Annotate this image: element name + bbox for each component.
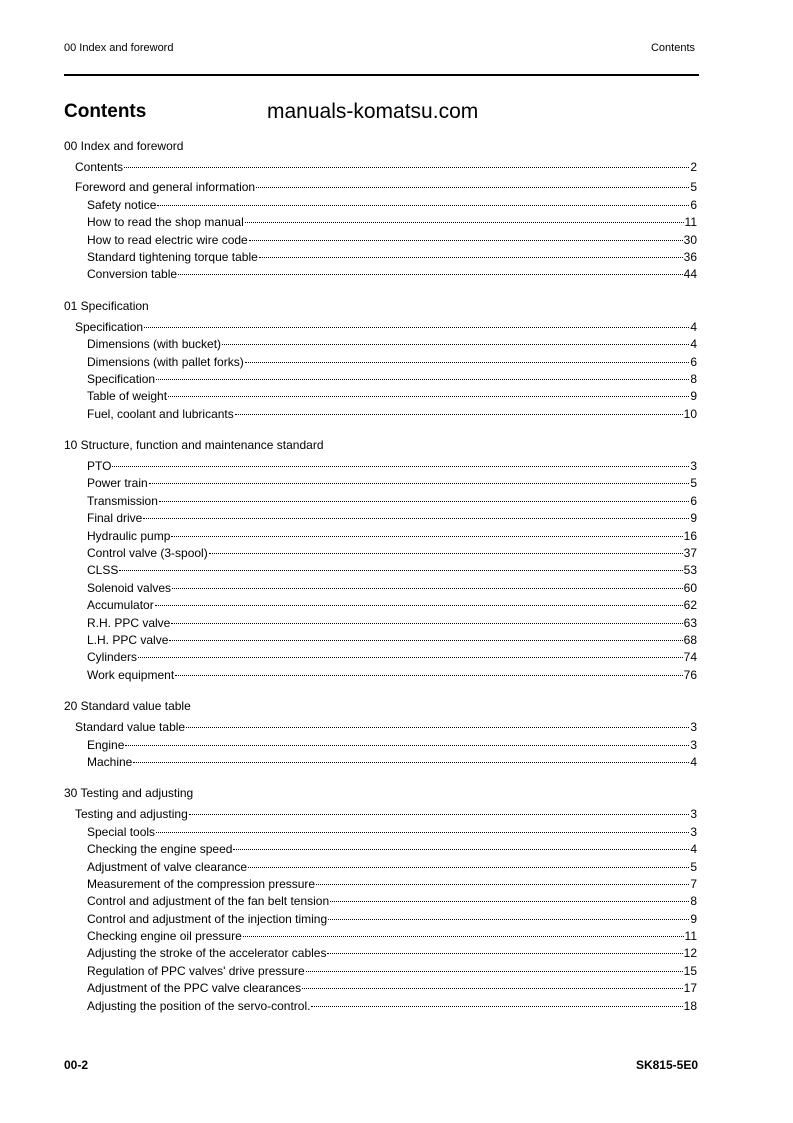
- dot-leader: [156, 832, 689, 833]
- toc-section: [64, 437, 697, 684]
- toc-section: [64, 785, 697, 1015]
- dot-leader: [172, 588, 683, 589]
- toc-entry-page: 3: [690, 824, 697, 839]
- toc-entry[interactable]: [64, 266, 697, 283]
- dot-leader: [189, 814, 690, 815]
- toc-entry-page: 44: [683, 267, 697, 282]
- dot-leader: [159, 501, 689, 502]
- toc-section-heading: 30 Testing and adjusting: [64, 786, 194, 801]
- toc-entry-label: PTO: [87, 459, 112, 474]
- dot-leader: [155, 605, 683, 606]
- toc-entry-label: Checking engine oil pressure: [87, 929, 242, 944]
- toc-entry[interactable]: [64, 388, 697, 405]
- toc-entry[interactable]: [64, 824, 697, 841]
- dot-leader: [245, 362, 690, 363]
- toc-entry[interactable]: [64, 354, 697, 371]
- toc-entry-label: Accumulator: [87, 598, 154, 613]
- toc-entry-page: 18: [683, 998, 697, 1013]
- dot-leader: [235, 414, 683, 415]
- dot-leader: [316, 884, 689, 885]
- dot-leader: [149, 483, 690, 484]
- toc-entry[interactable]: [64, 597, 697, 614]
- toc-section: [64, 138, 697, 284]
- page-number: 00-2: [64, 1058, 89, 1072]
- toc-entry-label: Hydraulic pump: [87, 528, 171, 543]
- toc-entry[interactable]: [64, 562, 697, 579]
- toc-entry-page: 60: [683, 580, 697, 595]
- dot-leader: [248, 867, 689, 868]
- toc-entry[interactable]: [64, 580, 697, 597]
- watermark: manuals-komatsu.com: [267, 100, 479, 123]
- toc-entry[interactable]: [64, 649, 697, 666]
- toc-entry-label: Special tools: [87, 824, 156, 839]
- toc-entry[interactable]: [64, 545, 697, 562]
- dot-leader: [119, 570, 682, 571]
- dot-leader: [330, 901, 689, 902]
- toc-entry-page: 7: [690, 876, 697, 891]
- toc-entry-page: 9: [690, 389, 697, 404]
- toc-entry-label: Cylinders: [87, 650, 138, 665]
- toc-entry-label: Adjustment of the PPC valve clearances: [87, 981, 302, 996]
- toc-entry-page: 63: [683, 615, 697, 630]
- dot-leader: [256, 187, 689, 188]
- toc-entry-page: 76: [683, 667, 697, 682]
- toc-entry-page: 4: [690, 842, 697, 857]
- toc-entry[interactable]: [64, 719, 697, 736]
- toc-entry-page: 30: [683, 232, 697, 247]
- toc-entry[interactable]: [64, 876, 697, 893]
- dot-leader: [171, 536, 682, 537]
- dot-leader: [259, 257, 683, 258]
- toc-entry-label: Adjusting the position of the servo-control.: [87, 998, 311, 1013]
- toc-entry-page: 3: [690, 720, 697, 735]
- toc-entry-label: Power train: [87, 476, 148, 491]
- toc-entry-page: 12: [683, 946, 697, 961]
- dot-leader: [328, 919, 689, 920]
- toc-entry-page: 6: [690, 197, 697, 212]
- toc-entry-page: 68: [683, 632, 697, 647]
- toc-entry[interactable]: [64, 249, 697, 266]
- toc-section: [64, 698, 697, 771]
- dot-leader: [178, 274, 683, 275]
- toc-entry[interactable]: [64, 179, 697, 196]
- document-code: SK815-5E0: [635, 1058, 698, 1072]
- toc-entry[interactable]: [64, 632, 697, 649]
- toc-entry-page: 62: [683, 598, 697, 613]
- toc-entry-label: Specification: [87, 371, 156, 386]
- toc-entry-label: Measurement of the compression pressure: [87, 876, 316, 891]
- dot-leader: [209, 553, 683, 554]
- dot-leader: [175, 675, 682, 676]
- dot-leader: [125, 745, 689, 746]
- toc-entry[interactable]: [64, 928, 697, 945]
- toc-entry[interactable]: [64, 214, 697, 231]
- dot-leader: [222, 344, 689, 345]
- dot-leader: [156, 379, 689, 380]
- toc-entry[interactable]: [64, 528, 697, 545]
- toc-entry-label: Safety notice: [87, 197, 157, 212]
- toc-section-heading: 00 Index and foreword: [64, 139, 184, 153]
- toc-entry[interactable]: [64, 737, 697, 754]
- toc-entry-label: Regulation of PPC valves' drive pressure: [87, 963, 305, 978]
- toc-entry-label: Contents: [75, 160, 124, 174]
- toc-entry[interactable]: [64, 998, 697, 1015]
- dot-leader: [245, 222, 684, 223]
- dot-leader: [124, 167, 689, 168]
- toc-entry-page: 36: [683, 249, 697, 264]
- toc-entry[interactable]: [64, 893, 697, 910]
- toc-entry[interactable]: [64, 475, 697, 492]
- toc-entry-label: Foreword and general information: [75, 180, 256, 195]
- dot-leader: [144, 327, 689, 328]
- toc-entry-page: 4: [690, 319, 697, 334]
- toc-entry-page: 5: [690, 180, 697, 195]
- toc-entry-page: 15: [683, 963, 697, 978]
- dot-leader: [133, 762, 689, 763]
- toc-entry-page: 53: [683, 563, 697, 578]
- toc-entry-label: How to read electric wire code: [87, 232, 248, 247]
- toc-entry-label: Dimensions (with bucket): [87, 337, 222, 352]
- toc-entry-label: How to read the shop manual: [87, 215, 244, 230]
- toc-entry-page: 11: [684, 929, 697, 944]
- toc-entry-label: R.H. PPC valve: [87, 615, 171, 630]
- toc-entry-label: Table of weight: [87, 389, 168, 404]
- toc-entry-label: Control valve (3-spool): [87, 546, 208, 561]
- toc-entry[interactable]: [64, 980, 697, 997]
- running-header-title: Contents: [650, 42, 695, 54]
- dot-leader: [306, 971, 683, 972]
- toc-entry[interactable]: [64, 406, 697, 423]
- toc-entry-label: Dimensions (with pallet forks): [87, 354, 244, 369]
- toc-entry-page: 74: [683, 650, 697, 665]
- toc-entry-label: Specification: [75, 319, 144, 334]
- toc-entry-page: 5: [690, 859, 697, 874]
- toc-entry-page: 5: [690, 476, 697, 491]
- toc-entry-label: Standard tightening torque table: [87, 249, 258, 264]
- toc-entry[interactable]: [64, 319, 697, 336]
- toc-entry-page: 6: [690, 354, 697, 369]
- toc-entry-page: 3: [690, 459, 697, 474]
- toc-entry-page: 4: [690, 754, 697, 769]
- toc-entry-page: 17: [683, 981, 697, 996]
- toc-entry[interactable]: [64, 859, 697, 876]
- toc-entry-label: Control and adjustment of the fan belt tension: [87, 894, 330, 909]
- toc-entry[interactable]: [64, 945, 697, 962]
- toc-entry-label: Adjustment of valve clearance: [87, 859, 248, 874]
- toc-entry[interactable]: [64, 159, 697, 176]
- dot-leader: [143, 518, 689, 519]
- toc-entry-label: Conversion table: [87, 267, 178, 282]
- toc-entry-label: Adjusting the stroke of the accelerator cables: [87, 946, 327, 961]
- toc-section-heading: 10 Structure, function and maintenance standard: [64, 438, 324, 453]
- running-header-section: 00 Index and foreword: [64, 42, 174, 54]
- dot-leader: [186, 727, 689, 728]
- dot-leader: [327, 953, 682, 954]
- toc-entry-page: 6: [690, 493, 697, 508]
- toc-entry-page: 4: [690, 337, 697, 352]
- toc-entry-label: Standard value table: [75, 720, 186, 735]
- toc-entry-page: 9: [690, 911, 697, 926]
- toc-entry-label: Solenoid valves: [87, 580, 172, 595]
- dot-leader: [169, 640, 682, 641]
- dot-leader: [243, 936, 684, 937]
- toc-entry-label: Final drive: [87, 511, 143, 526]
- toc-entry[interactable]: [64, 510, 697, 527]
- toc-entry[interactable]: [64, 806, 697, 823]
- dot-leader: [311, 1006, 682, 1007]
- toc-entry[interactable]: [64, 493, 697, 510]
- toc-section-heading: 01 Specification: [64, 298, 149, 313]
- toc-entry[interactable]: [64, 371, 697, 388]
- toc-entry[interactable]: [64, 911, 697, 928]
- toc-entry[interactable]: [64, 841, 697, 858]
- toc-entry-page: 37: [683, 546, 697, 561]
- toc-entry-page: 8: [690, 894, 697, 909]
- toc-entry-label: Control and adjustment of the injection timing: [87, 911, 328, 926]
- toc-entry-page: 8: [690, 371, 697, 386]
- toc-entry[interactable]: [64, 615, 697, 632]
- dot-leader: [157, 205, 689, 206]
- toc-entry-page: 3: [690, 807, 697, 822]
- dot-leader: [302, 988, 683, 989]
- dot-leader: [249, 240, 683, 241]
- toc-entry-page: 9: [690, 511, 697, 526]
- dot-leader: [168, 396, 689, 397]
- header-rule: [64, 74, 699, 76]
- toc-entry-label: Checking the engine speed: [87, 842, 233, 857]
- dot-leader: [112, 466, 689, 467]
- toc-entry-label: Fuel, coolant and lubricants: [87, 406, 234, 421]
- toc-entry[interactable]: [64, 336, 697, 353]
- toc-entry-label: L.H. PPC valve: [87, 632, 169, 647]
- toc-section: [64, 298, 697, 423]
- toc-entry[interactable]: [64, 667, 697, 684]
- toc-entry-page: 16: [683, 528, 697, 543]
- table-of-contents: [64, 138, 697, 1029]
- page-title: Contents: [64, 101, 147, 122]
- toc-entry-page: 10: [683, 406, 697, 421]
- toc-entry-label: CLSS: [87, 563, 119, 578]
- toc-entry-label: Transmission: [87, 493, 158, 508]
- toc-section-heading: 20 Standard value table: [64, 699, 191, 714]
- dot-leader: [138, 657, 683, 658]
- toc-entry-page: 11: [684, 215, 697, 230]
- toc-entry-label: Work equipment: [87, 667, 175, 682]
- toc-entry-label: Machine: [87, 754, 133, 769]
- toc-entry[interactable]: [64, 963, 697, 980]
- toc-entry-page: 2: [690, 160, 697, 174]
- toc-entry-label: Engine: [87, 737, 125, 752]
- toc-entry[interactable]: [64, 754, 697, 771]
- dot-leader: [171, 623, 682, 624]
- dot-leader: [233, 849, 689, 850]
- toc-entry-label: Testing and adjusting: [75, 807, 188, 822]
- toc-entry[interactable]: [64, 232, 697, 249]
- toc-entry[interactable]: [64, 197, 697, 214]
- toc-entry-page: 3: [690, 737, 697, 752]
- toc-entry[interactable]: [64, 458, 697, 475]
